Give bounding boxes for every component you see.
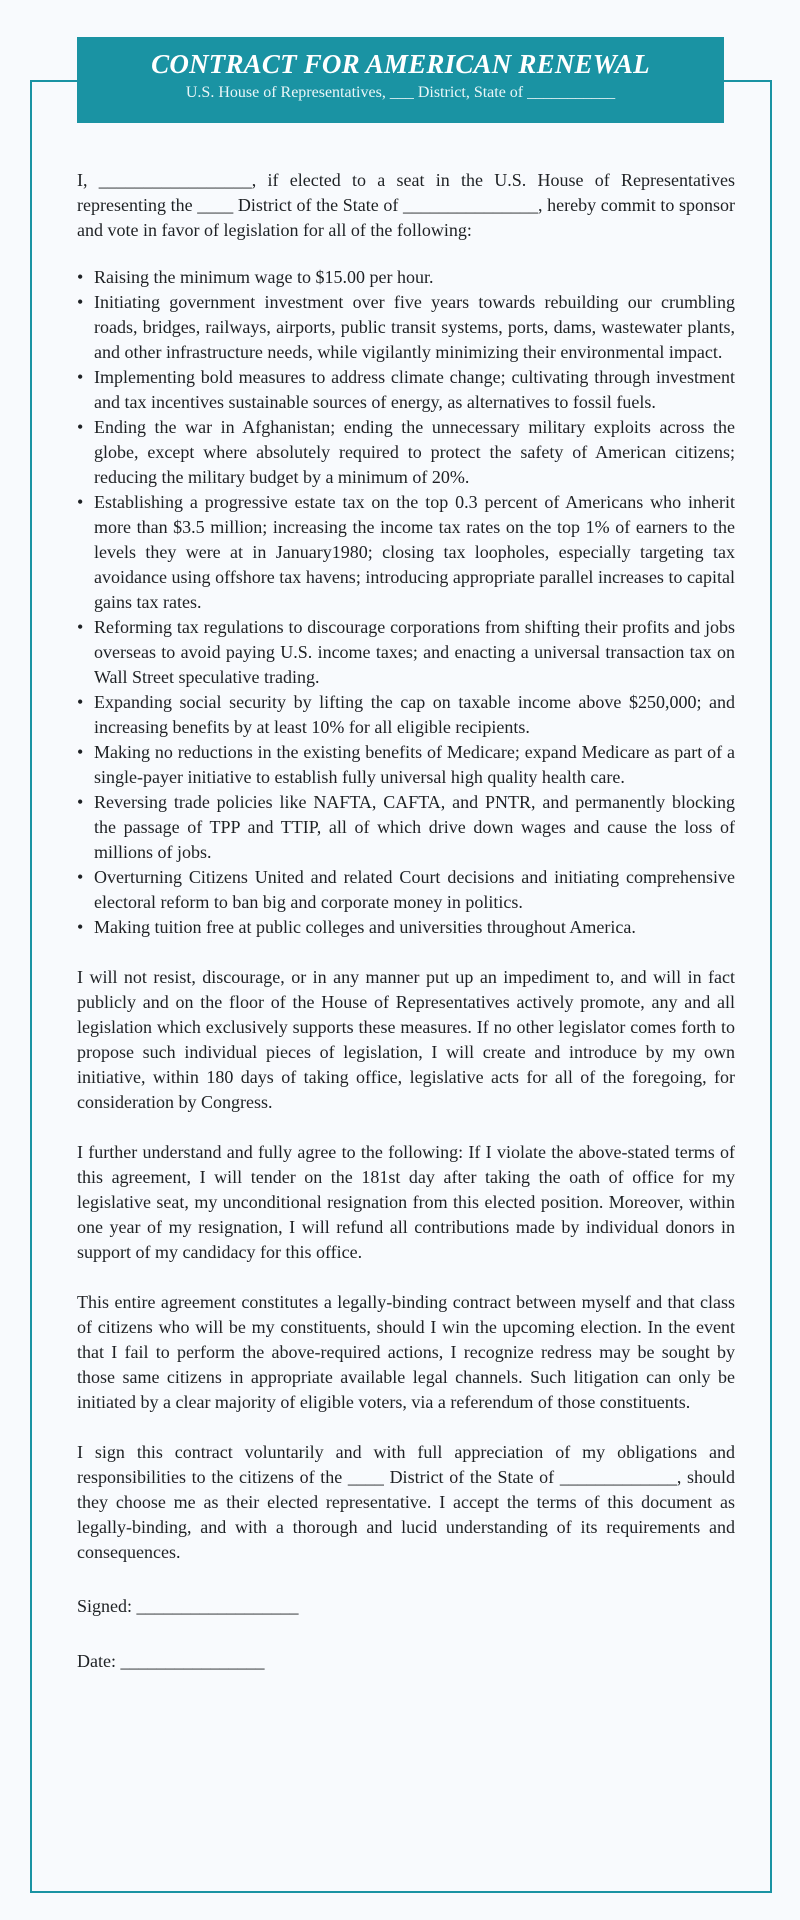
list-item (77, 365, 735, 415)
resignation-paragraph: I further understand and fully agree to the following: If I violate the above-stated terms of this agreement, I will tender on the 181st day after taking the oath of office for my legislative seat, my unconditional resignation from this elected position. Moreover, within one year of my resignation, I will refund all contributions made by individual donors in support of my candidacy for this office. (77, 1142, 735, 1262)
intro-paragraph: I, _________________, if elected to a seat in the U.S. House of Representatives representing the ____ District of the State of _______________, hereby commit to sponsor and vote in favor of legislation for all of the following: (77, 170, 735, 240)
list-item-text: Reforming tax regulations to discourage corporations from shifting their profits and jobs overseas to avoid paying U.S. income taxes; and enacting a universal transaction tax on Wall Street speculative trading. (94, 617, 735, 687)
list-item (77, 790, 735, 865)
date-line: Date: ________________ (77, 1651, 265, 1671)
list-item (77, 915, 735, 940)
signature-line: Signed: __________________ (77, 1596, 299, 1616)
binding-paragraph: This entire agreement constitutes a legally-binding contract between myself and that class of citizens who will be my constituents, should I win the upcoming election. In the event that I fail to perform the above-required actions, I recognize redress may be sought by those same citizens in appropriate available legal channels. Such litigation can only be initiated by a clear majority of eligible voters, via a referendum of those constituents. (77, 1292, 735, 1412)
bullet-icon: • (77, 417, 84, 437)
header-banner (77, 37, 724, 123)
list-item-text: Implementing bold measures to address climate change; cultivating through investment and tax incentives sustainable sources of energy, as alternatives to fossil fuels. (94, 367, 735, 412)
bullet-icon: • (77, 867, 84, 887)
contract-body (77, 168, 735, 1674)
bullet-icon: • (77, 792, 84, 812)
bullet-icon: • (77, 367, 84, 387)
bullet-icon: • (77, 742, 84, 762)
commitment-list (77, 265, 735, 940)
bullet-icon: • (77, 267, 84, 287)
commitment-paragraph: I will not resist, discourage, or in any manner put up an impediment to, and will in fact publicly and on the floor of the House of Representatives actively promote, any and all legislation which exclusively supports these measures. If no other legislator comes forth to propose such individual pieces of legislation, I will create and introduce by my own initiative, within 180 days of taking office, legislative acts for all of the foregoing, for consideration by Congress. (77, 967, 735, 1112)
list-item (77, 690, 735, 740)
list-item (77, 265, 735, 290)
list-item-text: Raising the minimum wage to $15.00 per hour. (94, 267, 434, 287)
document-title: CONTRACT FOR AMERICAN RENEWAL (151, 49, 650, 79)
bullet-icon: • (77, 692, 84, 712)
list-item-text: Making no reductions in the existing benefits of Medicare; expand Medicare as part of a single-payer initiative to establish fully universal high quality health care. (94, 742, 735, 787)
list-item-text: Reversing trade policies like NAFTA, CAFTA, and PNTR, and permanently blocking the passage of TPP and TTIP, all of which drive down wages and cause the loss of millions of jobs. (94, 792, 735, 862)
list-item (77, 615, 735, 690)
list-item (77, 290, 735, 365)
list-item-text: Overturning Citizens United and related Court decisions and initiating comprehensive electoral reform to ban big and corporate money in politics. (94, 867, 735, 912)
document-subtitle: U.S. House of Representatives, ___ District, State of ___________ (185, 84, 616, 101)
voluntary-paragraph: I sign this contract voluntarily and with full appreciation of my obligations and responsibilities to the citizens of the ____ District of the State of _____________, should they choose me as their elected representative. I accept the terms of this document as legally-binding, and with a thorough and lucid understanding of its requirements and consequences. (77, 1442, 735, 1562)
list-item-text: Expanding social security by lifting the cap on taxable income above $250,000; and increasing benefits by at least 10% for all eligible recipients. (94, 692, 735, 737)
list-item-text: Making tuition free at public colleges and universities throughout America. (94, 917, 636, 937)
list-item-text: Establishing a progressive estate tax on the top 0.3 percent of Americans who inherit more than $3.5 million; increasing the income tax rates on the top 1% of earners to the levels they were at in January1980; closing tax loopholes, especially targeting tax avoidance using offshore tax havens; introducing appropriate parallel increases to capital gains tax rates. (94, 492, 735, 612)
bullet-icon: • (77, 492, 84, 512)
bullet-icon: • (77, 917, 84, 937)
list-item (77, 865, 735, 915)
bullet-icon: • (77, 617, 84, 637)
list-item-text: Initiating government investment over five years towards rebuilding our crumbling roads, bridges, railways, airports, public transit systems, ports, dams, wastewater plants, and other infrastructure needs, while vigilantly minimizing their environmental impact. (94, 292, 735, 362)
bullet-icon: • (77, 292, 84, 312)
list-item (77, 415, 735, 490)
list-item-text: Ending the war in Afghanistan; ending the unnecessary military exploits across the globe, except where absolutely required to protect the safety of American citizens; reducing the military budget by a minimum of 20%. (94, 417, 735, 487)
list-item (77, 740, 735, 790)
list-item (77, 490, 735, 615)
